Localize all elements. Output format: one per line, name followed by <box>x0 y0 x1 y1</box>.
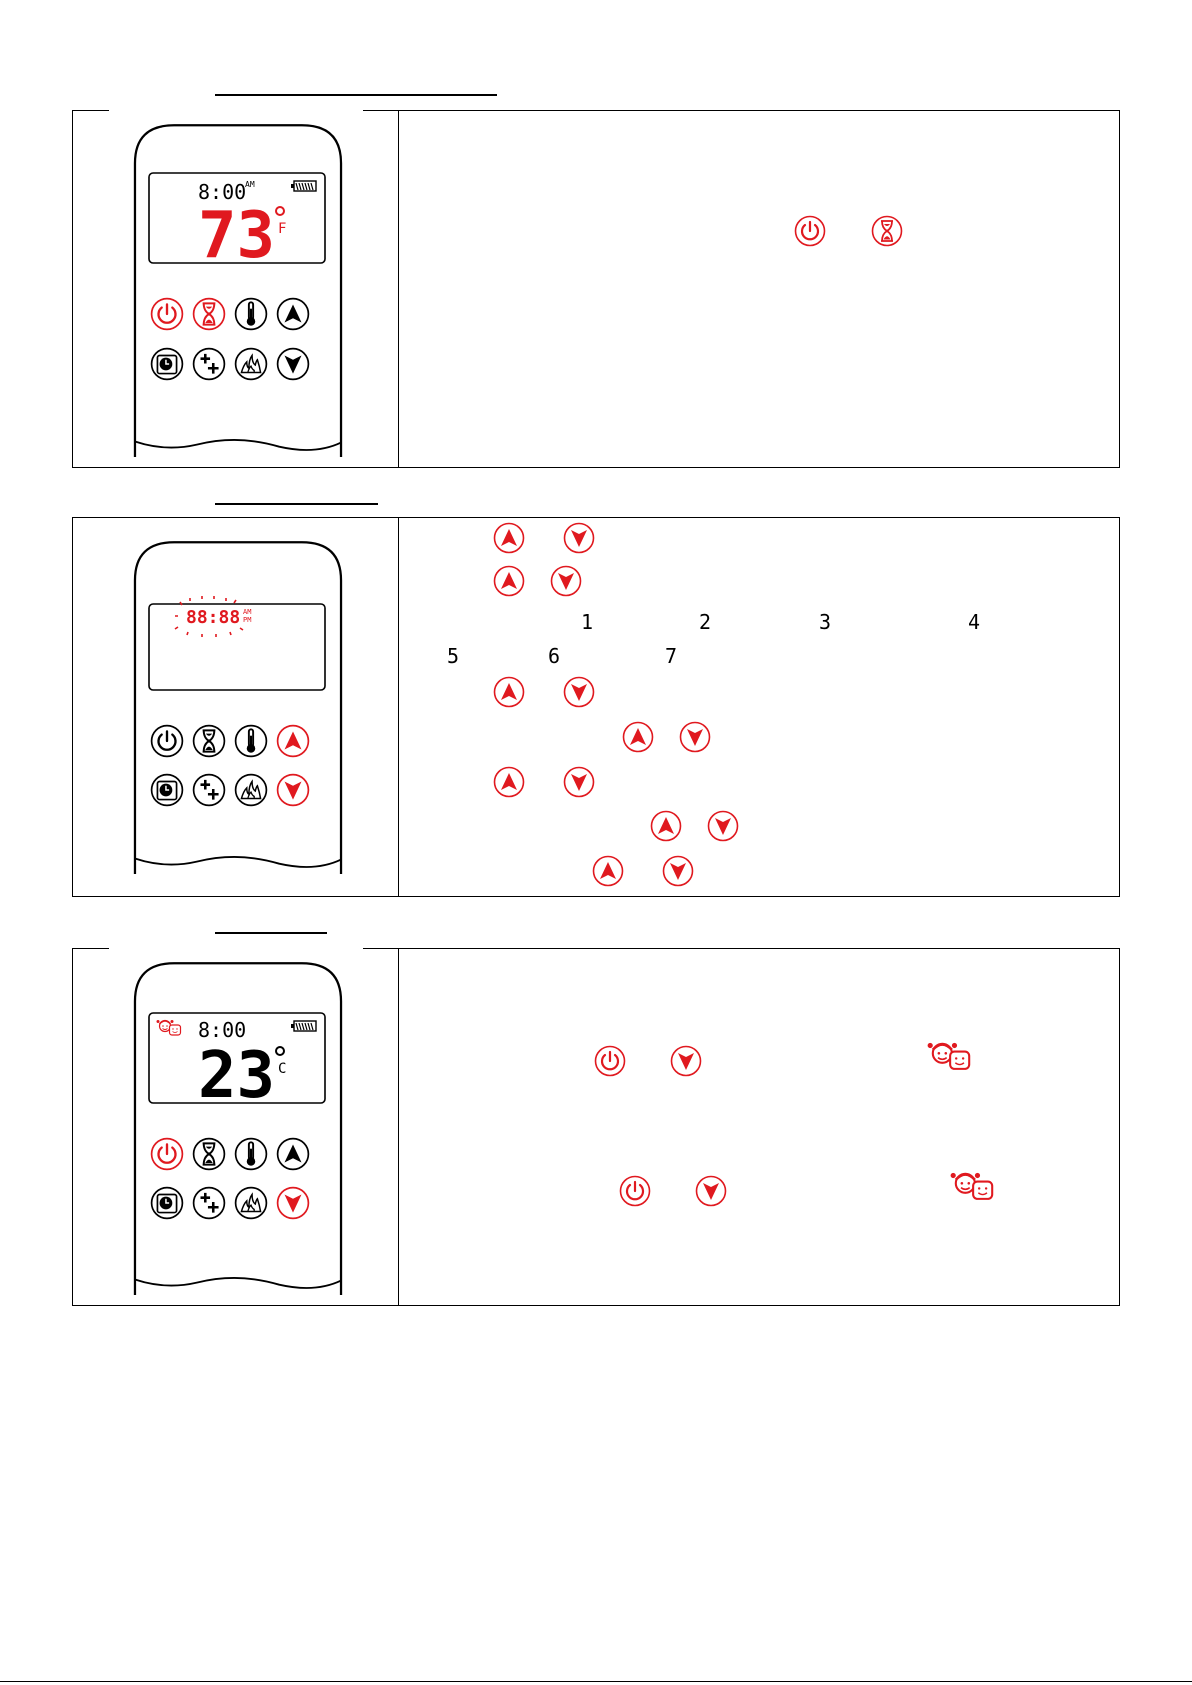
child-lock-icon <box>925 1037 977 1073</box>
day-digit-5: 5 <box>447 644 460 668</box>
lcd-time: 8:00 <box>198 180 247 204</box>
remote-illustration <box>118 111 358 457</box>
power-icon <box>619 1175 651 1207</box>
remote-illustration <box>118 949 358 1295</box>
down-arrow-icon <box>563 766 595 798</box>
down-arrow-icon <box>670 1045 702 1077</box>
panel-child-lock <box>72 948 1120 1306</box>
lcd-am: AM <box>243 608 252 616</box>
day-digit-1: 1 <box>581 610 594 634</box>
day-digit-6: 6 <box>548 644 561 668</box>
lcd-unit: C <box>278 1061 287 1077</box>
lcd-temperature: 73 <box>198 199 276 273</box>
section-1-title-underline <box>215 94 497 96</box>
lcd-pm: PM <box>243 616 252 624</box>
up-arrow-icon <box>592 855 624 887</box>
lcd-ampm: AM <box>245 180 255 189</box>
down-arrow-icon <box>695 1175 727 1207</box>
up-arrow-icon <box>493 522 525 554</box>
day-digit-3: 3 <box>819 610 832 634</box>
panel-power-lock <box>72 110 1120 468</box>
panel-divider <box>398 949 399 1305</box>
remote-illustration <box>118 528 358 874</box>
day-digit-7: 7 <box>665 644 678 668</box>
down-arrow-icon <box>707 810 739 842</box>
down-arrow-icon <box>662 855 694 887</box>
section-2-title-underline <box>215 503 378 505</box>
down-arrow-icon <box>550 565 582 597</box>
page-footer-rule <box>0 1681 1192 1682</box>
power-icon <box>594 1045 626 1077</box>
up-arrow-icon <box>493 676 525 708</box>
section-3-title-underline <box>215 932 327 934</box>
hourglass-icon <box>871 215 903 247</box>
up-arrow-icon <box>493 565 525 597</box>
panel-divider <box>398 518 399 896</box>
power-icon <box>794 215 826 247</box>
up-arrow-icon <box>650 810 682 842</box>
down-arrow-icon <box>679 721 711 753</box>
panel-divider <box>398 111 399 467</box>
lcd-temperature: 23 <box>198 1039 276 1113</box>
up-arrow-icon <box>622 721 654 753</box>
lcd-time: 88:88 <box>186 607 241 628</box>
lcd-time: 8:00 <box>198 1018 247 1042</box>
day-digit-2: 2 <box>699 610 712 634</box>
lcd-unit: F <box>278 221 287 237</box>
down-arrow-icon <box>563 676 595 708</box>
down-arrow-icon <box>563 522 595 554</box>
panel-clock-setting <box>72 517 1120 897</box>
child-lock-icon <box>948 1167 1000 1203</box>
up-arrow-icon <box>493 766 525 798</box>
day-digit-4: 4 <box>968 610 981 634</box>
